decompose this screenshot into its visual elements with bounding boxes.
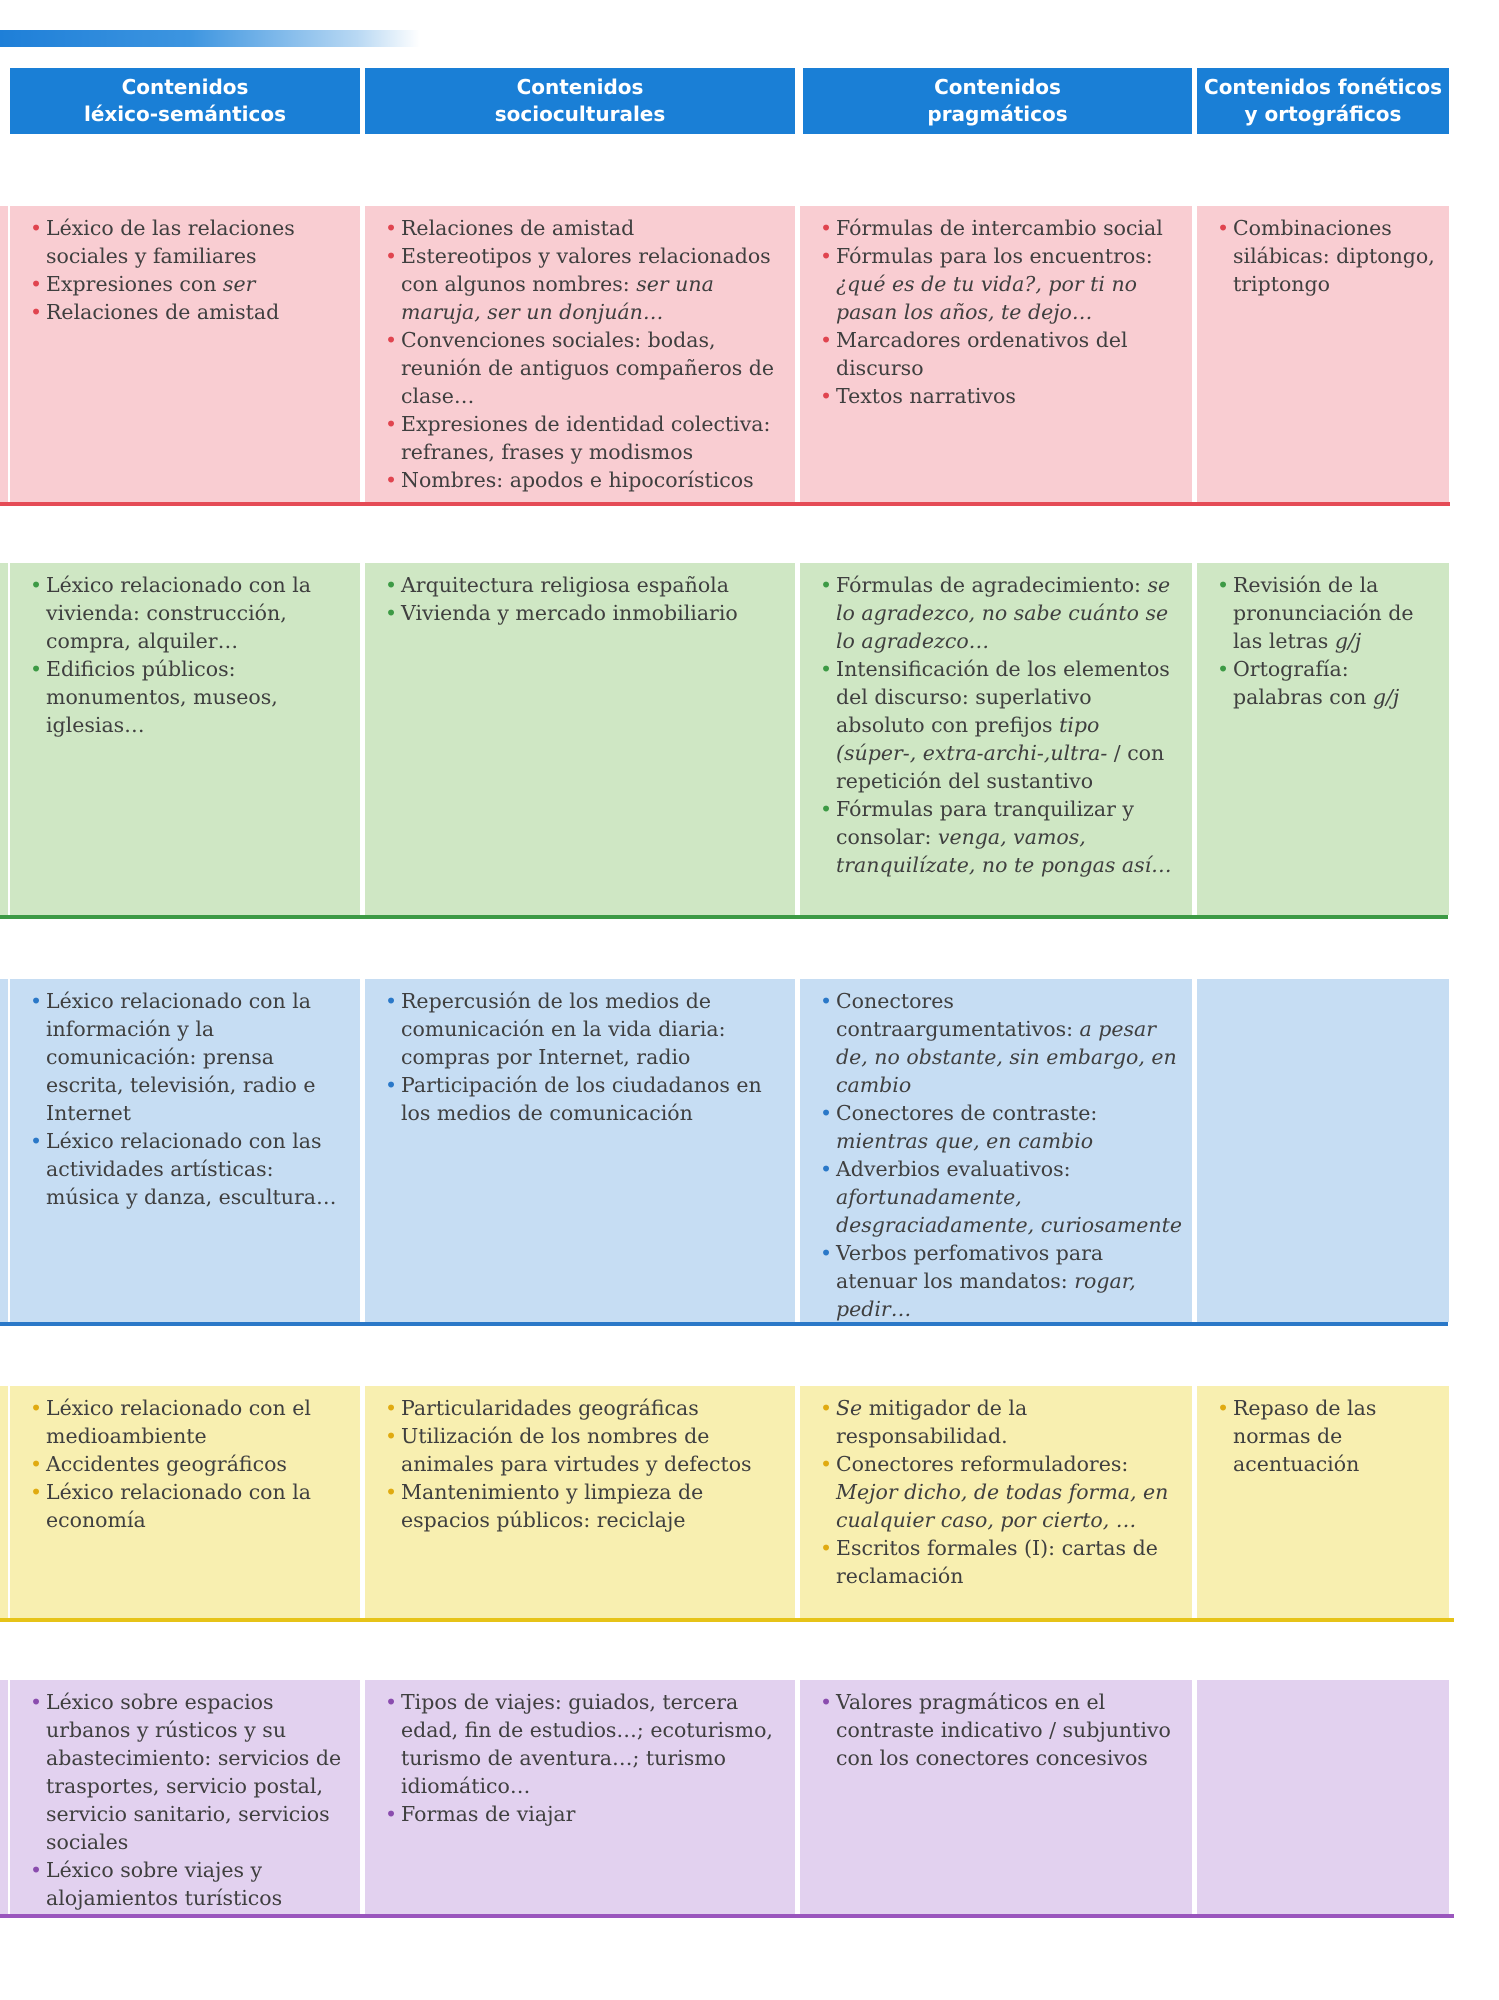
list-item: • Marcadores ordenativos del discurso <box>820 326 1182 382</box>
bullet-list <box>385 1394 785 1534</box>
table-cell <box>365 979 795 1322</box>
table-cell <box>10 1386 360 1620</box>
table-cell <box>365 563 795 915</box>
row-divider <box>0 1618 1454 1622</box>
list-item: • Léxico relacionado con la vivienda: construcción, compra, alquiler… <box>30 571 350 655</box>
row-edge <box>0 206 8 502</box>
list-item: • Intensificación de los elementos del discurso: superlativo absoluto con prefijos tipo (súper-, extra-archi-,ultra- / con repetición del sustantivo <box>820 655 1182 795</box>
list-item: • Revisión de la pronunciación de las letras g/j <box>1217 571 1439 655</box>
list-item: • Estereotipos y valores relacionados con algunos nombres: ser una maruja, ser un donjuán… <box>385 242 785 326</box>
bullet-list <box>820 987 1182 1323</box>
list-item: • Léxico sobre espacios urbanos y rústicos y su abastecimiento: servicios de trasportes, servicio postal, servicio sanitario, servicios sociales <box>30 1688 350 1856</box>
row-edge <box>0 1386 8 1620</box>
bullet-list <box>30 1688 350 1912</box>
list-item: • Léxico relacionado con la información y la comunicación: prensa escrita, televisión, radio e Internet <box>30 987 350 1127</box>
bullet-list <box>820 1394 1182 1590</box>
list-item: • Relaciones de amistad <box>30 298 350 326</box>
bullet-list <box>820 571 1182 879</box>
list-item: • Vivienda y mercado inmobiliario <box>385 599 785 627</box>
list-item: • Edificios públicos: monumentos, museos, iglesias… <box>30 655 350 739</box>
list-item: • Expresiones de identidad colectiva: refranes, frases y modismos <box>385 410 785 466</box>
table-cell <box>800 206 1192 502</box>
table-cell <box>10 563 360 915</box>
header-text: Contenidos <box>516 75 644 99</box>
list-item: • Expresiones con ser <box>30 270 350 298</box>
list-item: • Verbos perfomativos para atenuar los mandatos: rogar, pedir… <box>820 1239 1182 1323</box>
bullet-list <box>385 987 785 1127</box>
list-item: • Repercusión de los medios de comunicación en la vida diaria: compras por Internet, radio <box>385 987 785 1071</box>
list-item: • Conectores contraargumentativos: a pesar de, no obstante, sin embargo, en cambio <box>820 987 1182 1099</box>
list-item: • Léxico relacionado con el medioambiente <box>30 1394 350 1450</box>
list-item: • Se mitigador de la responsabilidad. <box>820 1394 1182 1450</box>
list-item: • Tipos de viajes: guiados, tercera edad, fin de estudios…; ecoturismo, turismo de aventura…; turismo idiomático… <box>385 1688 785 1800</box>
header-lexico-semanticos <box>10 68 360 134</box>
list-item: • Nombres: apodos e hipocorísticos <box>385 466 785 494</box>
list-item: • Accidentes geográficos <box>30 1450 350 1478</box>
list-item: • Léxico relacionado con las actividades artísticas: música y danza, escultura… <box>30 1127 350 1211</box>
list-item: • Fórmulas para tranquilizar y consolar: venga, vamos, tranquilízate, no te pongas así… <box>820 795 1182 879</box>
table-cell <box>1197 206 1449 502</box>
table-cell <box>800 1680 1192 1916</box>
list-item: • Particularidades geográficas <box>385 1394 785 1422</box>
list-item: • Fórmulas para los encuentros: ¿qué es de tu vida?, por ti no pasan los años, te dejo… <box>820 242 1182 326</box>
table-cell <box>800 1386 1192 1620</box>
list-item: • Combinaciones silábicas: diptongo, triptongo <box>1217 214 1439 298</box>
row-divider <box>0 1322 1448 1326</box>
table-cell <box>365 206 795 502</box>
bullet-list <box>820 214 1182 410</box>
bullet-list <box>1217 1394 1439 1478</box>
header-text: léxico-semánticos <box>83 102 287 126</box>
list-item: • Valores pragmáticos en el contraste indicativo / subjuntivo con los conectores concesivos <box>820 1688 1182 1772</box>
list-item: • Formas de viajar <box>385 1800 785 1828</box>
bullet-list <box>385 1688 785 1828</box>
bullet-list <box>385 214 785 494</box>
table-cell <box>365 1386 795 1620</box>
table-cell <box>1197 563 1449 915</box>
list-item: • Repaso de las normas de acentuación <box>1217 1394 1439 1478</box>
row-edge <box>0 563 8 915</box>
table-cell <box>10 979 360 1322</box>
header-socioculturales <box>365 68 795 134</box>
list-item: • Conectores reformuladores: Mejor dicho, de todas forma, en cualquier caso, por cierto, … <box>820 1450 1182 1534</box>
list-item: • Adverbios evaluativos: afortunadamente, desgraciadamente, curiosamente <box>820 1155 1182 1239</box>
header-foneticos-ortograficos <box>1197 68 1449 134</box>
row-divider <box>0 502 1450 506</box>
table-cell <box>365 1680 795 1916</box>
table-cell <box>10 1680 360 1916</box>
bullet-list <box>30 214 350 326</box>
bullet-list <box>385 571 785 627</box>
list-item: • Léxico sobre viajes y alojamientos turísticos <box>30 1856 350 1912</box>
header-text: Contenidos <box>934 75 1061 99</box>
list-item: • Mantenimiento y limpieza de espacios públicos: reciclaje <box>385 1478 785 1534</box>
list-item: • Utilización de los nombres de animales para virtudes y defectos <box>385 1422 785 1478</box>
table-cell <box>1197 1680 1449 1916</box>
header-text: Contenidos <box>121 75 249 99</box>
row-divider <box>0 1914 1454 1918</box>
bullet-list <box>1217 571 1439 711</box>
list-item: • Conectores de contraste: mientras que, en cambio <box>820 1099 1182 1155</box>
list-item: • Léxico de las relaciones sociales y familiares <box>30 214 350 270</box>
header-text: socioculturales <box>494 102 666 126</box>
table-cell <box>1197 979 1449 1322</box>
list-item: • Léxico relacionado con la economía <box>30 1478 350 1534</box>
list-item: • Fórmulas de agradecimiento: se lo agradezco, no sabe cuánto se lo agradezco… <box>820 571 1182 655</box>
bullet-list <box>30 1394 350 1534</box>
list-item: • Relaciones de amistad <box>385 214 785 242</box>
table-cell <box>800 979 1192 1322</box>
list-item: • Convenciones sociales: bodas, reunión de antiguos compañeros de clase… <box>385 326 785 410</box>
bullet-list <box>30 571 350 739</box>
header-text: pragmáticos <box>927 102 1068 126</box>
list-item: • Textos narrativos <box>820 382 1182 410</box>
table-cell <box>1197 1386 1449 1620</box>
list-item: • Ortografía: palabras con g/j <box>1217 655 1439 711</box>
row-edge <box>0 979 8 1322</box>
table-cell <box>10 206 360 502</box>
bullet-list <box>30 987 350 1211</box>
table-cell <box>800 563 1192 915</box>
bullet-list <box>820 1688 1182 1772</box>
list-item: • Participación de los ciudadanos en los medios de comunicación <box>385 1071 785 1127</box>
row-divider <box>0 915 1448 919</box>
list-item: • Arquitectura religiosa española <box>385 571 785 599</box>
list-item: • Fórmulas de intercambio social <box>820 214 1182 242</box>
row-edge <box>0 1680 8 1916</box>
list-item: • Escritos formales (I): cartas de reclamación <box>820 1534 1182 1590</box>
header-text: y ortográficos <box>1244 102 1402 126</box>
header-text: Contenidos fonéticos <box>1204 75 1442 99</box>
top-accent-bar <box>0 30 420 47</box>
bullet-list <box>1217 214 1439 298</box>
header-pragmaticos <box>803 68 1192 134</box>
